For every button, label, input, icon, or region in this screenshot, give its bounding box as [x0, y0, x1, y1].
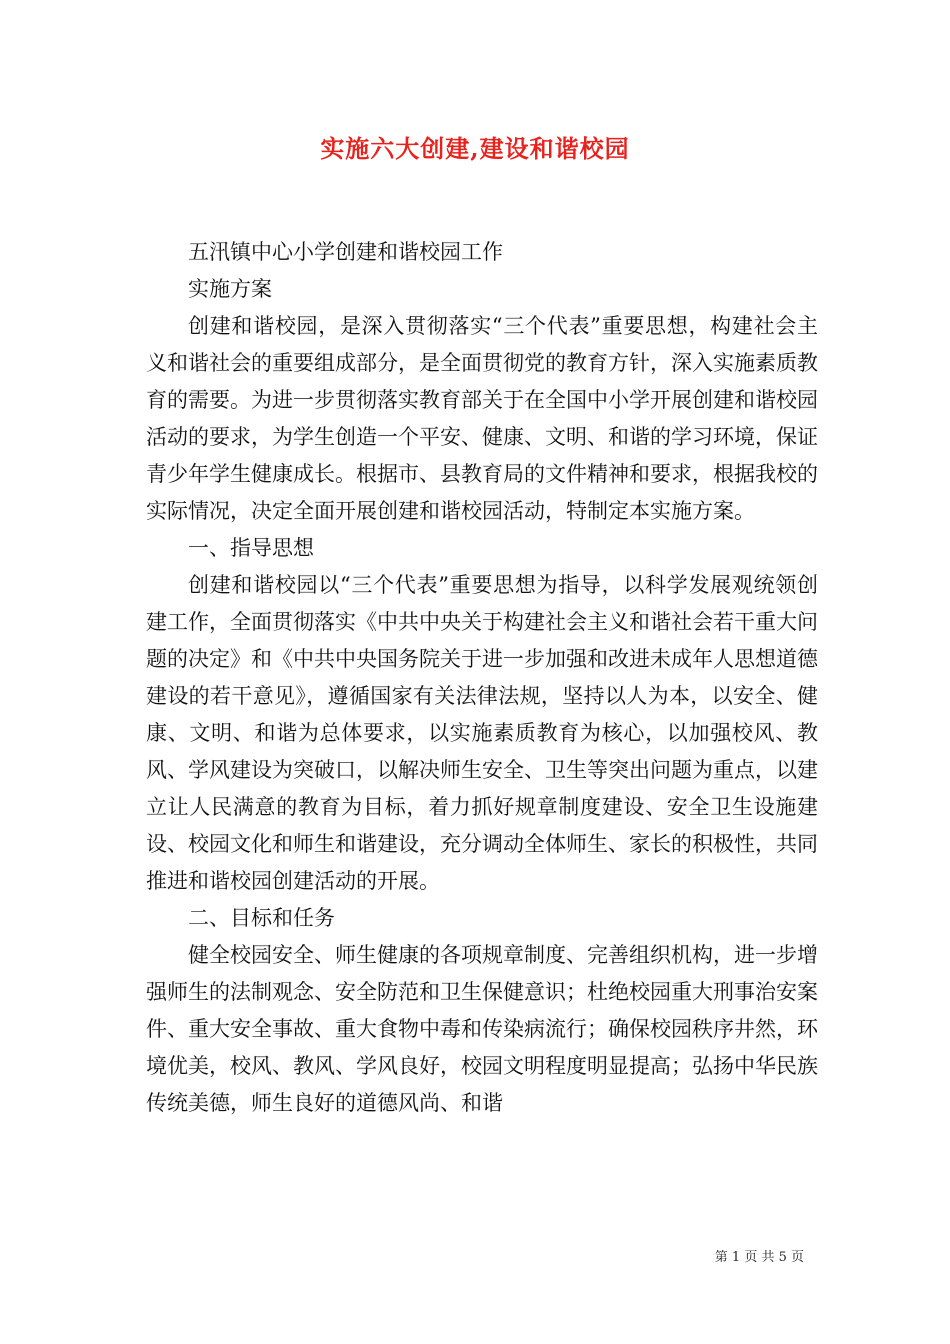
paragraph-goals: 健全校园安全、师生健康的各项规章制度、完善组织机构，进一步增强师生的法制观念、安全防范和卫生保健意识；杜绝校园重大刑事治安案件、重大安全事故、重大食物中毒和传染病流行；确保校园秩序井然，环境优美，校风、教风、学风良好，校园文明程度明显提高；弘扬中华民族传统美德，师生良好的道德风尚、和谐: [146, 943, 818, 1115]
section-heading-goals: 二、目标和任务: [188, 906, 335, 930]
paragraph-guiding-ideology: 创建和谐校园以“三个代表”重要思想为指导，以科学发展观统领创建工作，全面贯彻落实《中共中央关于构建社会主义和谐社会若干重大问题的决定》和《中共中央国务院关于进一步加强和改进未成年人思想道德建设的若干意见》，遵循国家有关法律法规，坚持以人为本，以安全、健康、文明、和谐为总体要求，以实施素质教育为核心，以加强校风、教风、学风建设为突破口，以解决师生安全、卫生等突出问题为重点，以建立让人民满意的教育为目标，着力抓好规章制度建设、安全卫生设施建设、校园文化和师生和谐建设，充分调动全体师生、家长的积极性，共同推进和谐校园创建活动的开展。: [146, 573, 818, 893]
document-body: [146, 234, 818, 1122]
paragraph-school-name: 五汛镇中心小学创建和谐校园工作: [188, 240, 503, 264]
paragraph-plan-label: 实施方案: [188, 277, 272, 301]
page-indicator: 第 1 页 共 5 页: [714, 1250, 804, 1265]
section-heading-guiding-ideology: 一、指导思想: [188, 536, 314, 560]
document-title: 实施六大创建,建设和谐校园: [320, 134, 630, 163]
paragraph-intro: 创建和谐校园，是深入贯彻落实“三个代表”重要思想，构建社会主义和谐社会的重要组成部分，是全面贯彻党的教育方针，深入实施素质教育的需要。为进一步贯彻落实教育部关于在全国中小学开展创建和谐校园活动的要求，为学生创造一个平安、健康、文明、和谐的学习环境，保证青少年学生健康成长。根据市、县教育局的文件精神和要求，根据我校的实际情况，决定全面开展创建和谐校园活动，特制定本实施方案。: [146, 314, 818, 523]
